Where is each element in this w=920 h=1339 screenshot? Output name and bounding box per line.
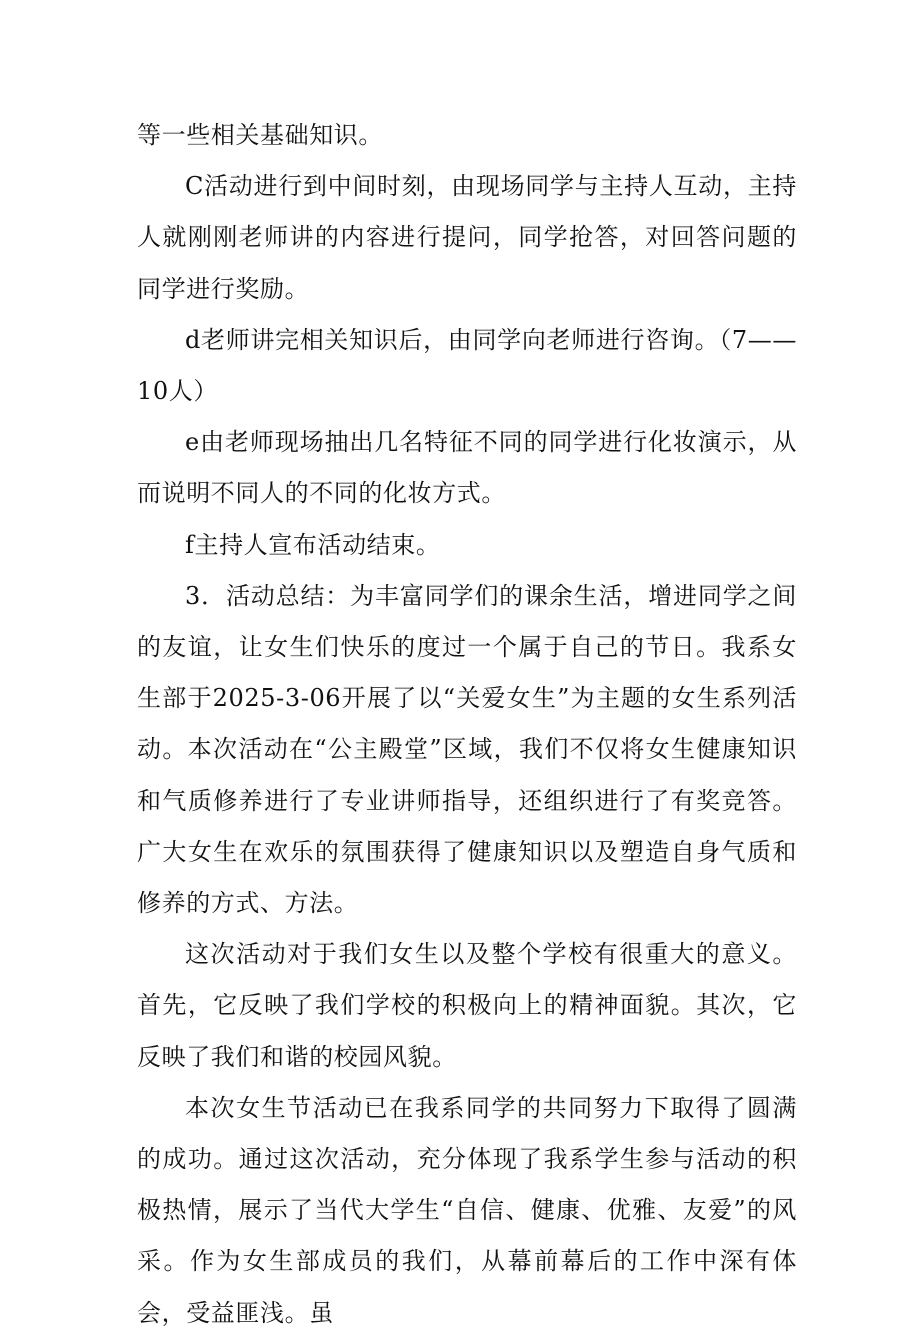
paragraph-step-e: e由老师现场抽出几名特征不同的同学进行化妆演示，从而说明不同人的不同的化妆方式。: [137, 428, 797, 508]
document-body: [137, 110, 797, 1339]
paragraph-significance: 这次活动对于我们女生以及整个学校有很重大的意义。首先，它反映了我们学校的积极向上的精神面貌。其次，它反映了我们和谐的校园风貌。: [137, 940, 797, 1071]
paragraph-intro-continuation: 等一些相关基础知识。: [137, 121, 383, 149]
paragraph-conclusion: 本次女生节活动已在我系同学的共同努力下取得了圆满的成功。通过这次活动，充分体现了我系学生参与活动的积极热情，展示了当代大学生“自信、健康、优雅、友爱”的风采。作为女生部成员的我们，从幕前幕后的工作中深有体会，受益匪浅。虽: [137, 1093, 797, 1327]
paragraph-step-d: d老师讲完相关知识后，由同学向老师进行咨询。（7——10人）: [137, 325, 797, 406]
paragraph-step-c: C活动进行到中间时刻，由现场同学与主持人互动，主持人就刚刚老师讲的内容进行提问，同学抢答，对回答问题的同学进行奖励。: [137, 172, 797, 303]
paragraph-step-f: f主持人宣布活动结束。: [185, 530, 441, 559]
paragraph-activity-summary: 3．活动总结：为丰富同学们的课余生活，增进同学之间的友谊，让女生们快乐的度过一个属于自己的节日。我系女生部于2025-3-06开展了以“关爱女生”为主题的女生系列活动。本次活动在“公主殿堂”区域，我们不仅将女生健康知识和气质修养进行了专业讲师指导，还组织进行了有奖竞答。广大女生在欢乐的氛围获得了健康知识以及塑造自身气质和修养的方式、方法。: [137, 581, 797, 918]
